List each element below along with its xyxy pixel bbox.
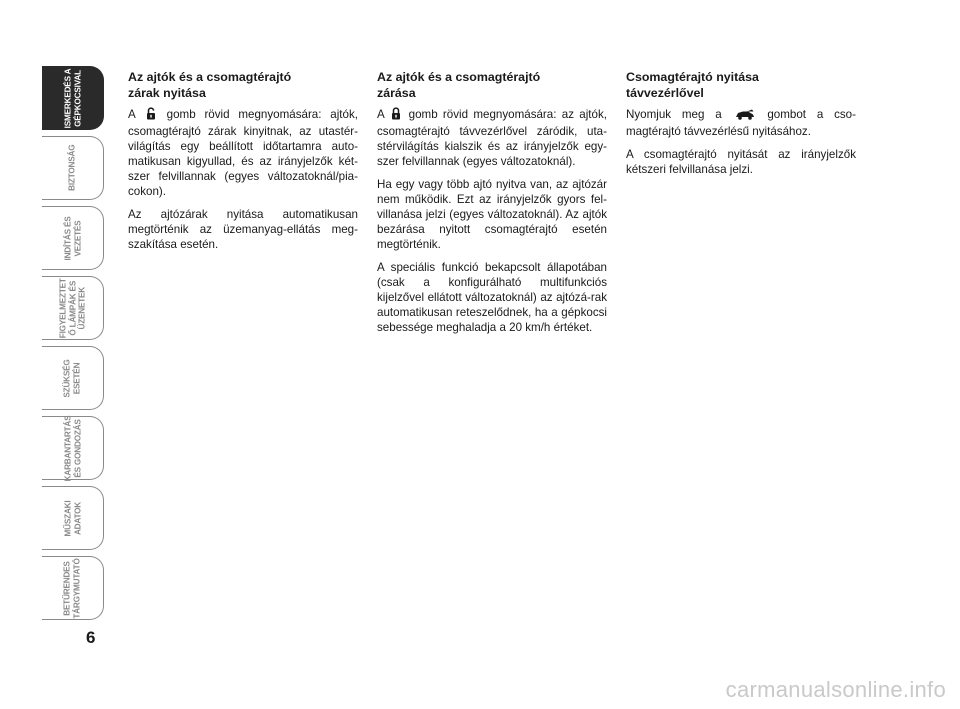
tab-label: INDÍTÁS ÉS VEZETÉS	[62, 216, 82, 260]
section-unlock	[128, 70, 358, 260]
tab-szukseg-eseten[interactable]	[42, 346, 104, 410]
paragraph: A csomagtérajtó nyitását az irányjelzők kétszeri felvillanása jelzi.	[626, 148, 856, 176]
tab-label: KARBANTARTÁS ÉS GONDOZÁS	[63, 415, 82, 481]
watermark: carmanualsonline.info	[725, 677, 946, 702]
car-trunk-icon	[735, 109, 755, 124]
text: A	[377, 108, 385, 121]
tab-figyelmeztetolampak[interactable]	[42, 276, 104, 340]
page-number: 6	[86, 628, 96, 647]
paragraph: Az ajtózárak nyitása automatikusan megtörténik az üzemanyag-ellátás meg-szakítása esetén.	[128, 208, 358, 251]
text: gombot a cso-magtérajtó távvezérlésű nyitásához.	[626, 108, 856, 138]
section-heading: Az ajtók és a csomagtérajtó zárak nyitása	[128, 70, 292, 100]
unlock-icon	[146, 107, 156, 124]
tab-label: BETŰRENDES TÁRGYMUTATÓ	[62, 557, 82, 619]
tab-biztonsag[interactable]	[42, 136, 104, 200]
section-heading: Az ajtók és a csomagtérajtó zárása	[377, 70, 541, 100]
paragraph: Ha egy vagy több ajtó nyitva van, az ajtózár nem működik. Ezt az irányjelzők gyors fel-villanása jelzi (egyes változatoknál). Az ajtók bezárása nyitott csomagtérajtó esetén megtörténik.	[377, 178, 607, 251]
paragraph	[128, 107, 358, 199]
tab-muszaki-adatok[interactable]	[42, 486, 104, 550]
tab-label: FIGYELMEZTET Ő LÁMPÁK ÉS ÜZENETEK	[58, 278, 87, 338]
text: gomb rövid megnyomására: ajtók, csomagtérajtó zárak kinyitnak, az utastér-világítás egy beállított időtartamra auto-matikusan kigyullad, és az irányjelzők két-szer felvillannak (egyes változatoknál/pia-cokon).	[128, 108, 358, 198]
tab-label: MŰSZAKI ADATOK	[63, 500, 82, 536]
text: Nyomjuk meg a	[626, 108, 722, 121]
lock-icon	[391, 107, 401, 124]
tab-label: BIZTONSÁG	[67, 144, 77, 192]
paragraph	[626, 107, 856, 139]
tab-ismerkedes[interactable]	[42, 66, 104, 130]
text: A	[128, 108, 136, 121]
section-lock	[377, 70, 607, 343]
tab-betrendes-targymutato[interactable]	[42, 556, 104, 620]
tab-inditas-es-vezetes[interactable]	[42, 206, 104, 270]
paragraph	[377, 107, 607, 169]
tab-karbantartas[interactable]	[42, 416, 104, 480]
section-heading: Csomagtérajtó nyitása távvezérlővel	[626, 70, 759, 100]
tab-label: ISMERKEDÉS A GÉPKOCSIVAL	[63, 68, 82, 128]
paragraph: A speciális funkció bekapcsolt állapotában (csak a konfigurálható multifunkciós kijelzővel ellátott változatoknál) az ajtózá-rak automatikusan reteszelődnek, ha a gépkocsi sebessége meghaladja a 20 km/h értéket.	[377, 261, 607, 334]
tab-label: SZÜKSÉG ESETÉN	[63, 358, 82, 398]
text: gomb rövid megnyomására: az ajtók, csomagtérajtó távvezérlővel záródik, uta-stérvilágítás kialszik és az irányjelzők egy-szer felvillannak (egyes változatoknál).	[377, 108, 607, 168]
section-trunk	[626, 70, 856, 185]
